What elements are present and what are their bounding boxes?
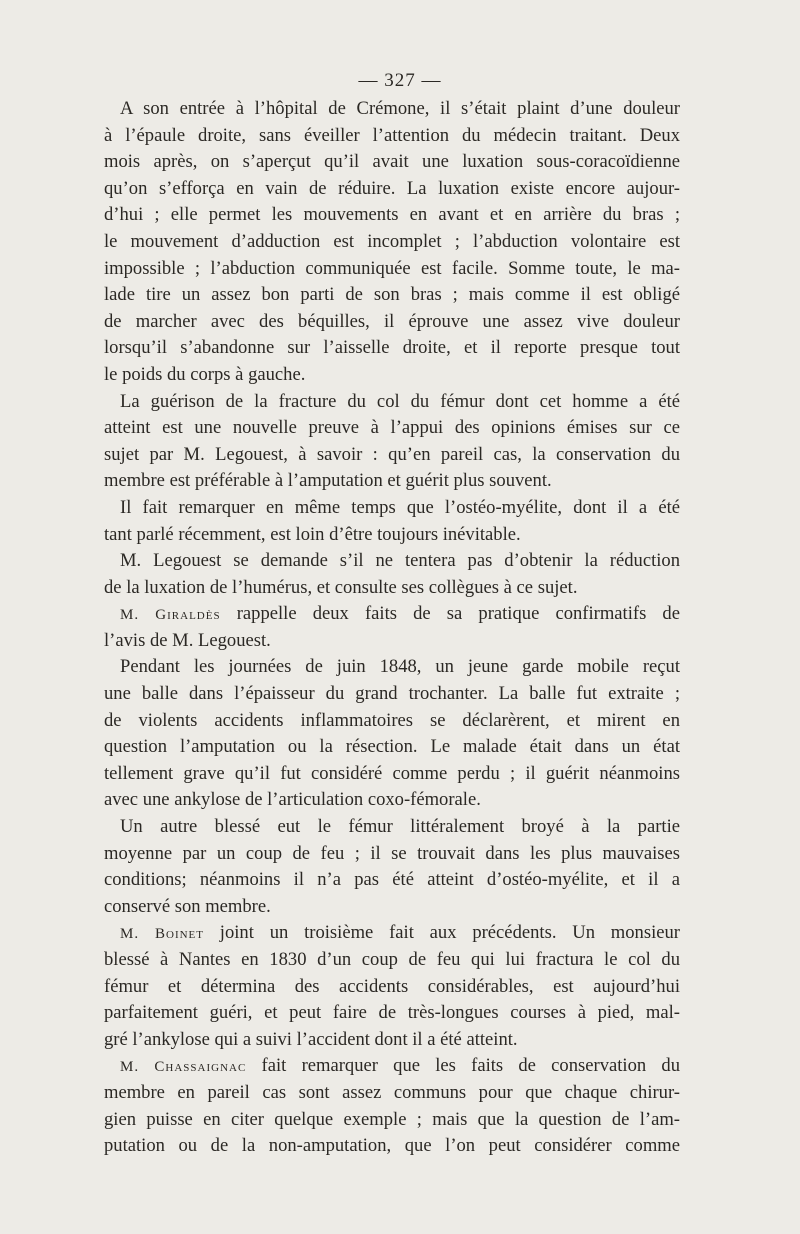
text-line: le poids du corps à gauche. — [104, 363, 306, 385]
text-line: Pendant les journées de juin 1848, un jeune garde mobile reçut — [120, 656, 680, 678]
text-line: le mouvement d’adduction est incomplet ; l’abduction volontaire est — [104, 230, 680, 252]
paragraph — [104, 814, 680, 920]
text-line — [104, 601, 680, 628]
body-text — [104, 96, 680, 1160]
text-line: moyenne par un coup de feu ; il se trouvait dans les plus mauvaises — [104, 842, 680, 864]
text-line: question l’amputation ou la résection. Le malade était dans un état — [104, 736, 680, 758]
paragraph — [104, 548, 680, 601]
text-line: conservé son membre. — [104, 895, 271, 917]
paragraph — [104, 1053, 680, 1159]
text-line: tant parlé récemment, est loin d’être toujours inévitable. — [104, 523, 521, 545]
text-line: conditions; néanmoins il n’a pas été atteint d’ostéo-myélite, et il a — [104, 869, 680, 891]
text-line: Un autre blessé eut le fémur littéralement broyé à la partie — [120, 816, 680, 838]
text-line: impossible ; l’abduction communiquée est facile. Somme toute, le ma- — [104, 257, 680, 279]
text-line — [104, 1053, 680, 1080]
text-line: blessé à Nantes en 1830 d’un coup de feu qui lui fractura le col du — [104, 949, 680, 970]
line-text: joint un troisième fait aux précédents. Un monsieur — [204, 922, 680, 944]
paragraph — [104, 389, 680, 495]
text-line: l’avis de M. Legouest. — [104, 629, 271, 651]
line-text: rappelle deux faits de sa pratique confirmatifs de — [220, 603, 680, 625]
text-line: lorsqu’il s’abandonne sur l’aisselle droite, et il reporte presque tout — [104, 337, 680, 359]
page-number: — 327 — — [358, 70, 442, 91]
text-line: La guérison de la fracture du col du fémur dont cet homme a été — [120, 390, 680, 412]
speaker-name: M. Boinet — [120, 926, 204, 943]
text-line: fémur et détermina des accidents considérables, est aujourd’hui — [104, 975, 680, 997]
text-line: lade tire un assez bon parti de son bras ; mais comme il est obligé — [104, 284, 680, 306]
speaker-name: M. Chassaignac — [120, 1059, 247, 1076]
speaker-name: M. Giraldès — [120, 607, 221, 624]
text-line: tellement grave qu’il fut considéré comme perdu ; il guérit néanmoins — [104, 762, 680, 784]
paragraph — [104, 495, 680, 548]
text-line: putation ou de la non-amputation, que l’on peut considérer comme — [104, 1135, 680, 1157]
text-line: sujet par M. Legouest, à savoir : qu’en pareil cas, la conservation du — [104, 443, 680, 465]
text-line: mois après, on s’aperçut qu’il avait une luxation sous-coracoïdienne — [104, 151, 680, 173]
text-line: d’hui ; elle permet les mouvements en avant et en arrière du bras ; — [104, 204, 680, 226]
text-line — [104, 920, 680, 947]
text-line: A son entrée à l’hôpital de Crémone, il s’était plaint d’une douleur — [120, 98, 680, 119]
paragraph — [104, 920, 680, 1053]
text-line: gré l’ankylose qui a suivi l’accident dont il a été atteint. — [104, 1028, 518, 1050]
text-line: une balle dans l’épaisseur du grand trochanter. La balle fut extraite ; — [104, 683, 680, 705]
line-text: fait remarquer que les faits de conservation du — [246, 1055, 680, 1077]
text-line: Il fait remarquer en même temps que l’ostéo-myélite, dont il a été — [120, 496, 680, 518]
text-line: membre en pareil cas sont assez communs pour que chaque chirur- — [104, 1081, 680, 1103]
text-line: gien puisse en citer quelque exemple ; mais que la question de l’am- — [104, 1108, 680, 1130]
text-line: qu’on s’efforça en vain de réduire. La luxation existe encore aujour- — [104, 177, 680, 199]
paragraph — [104, 654, 680, 814]
text-line: membre est préférable à l’amputation et guérit plus souvent. — [104, 470, 552, 492]
text-line: parfaitement guéri, et peut faire de très-longues courses à pied, mal- — [104, 1002, 680, 1024]
text-line: à l’épaule droite, sans éveiller l’attention du médecin traitant. Deux — [104, 124, 680, 146]
paragraph — [104, 96, 680, 389]
text-line: M. Legouest se demande s’il ne tentera pas d’obtenir la réduction — [120, 550, 680, 572]
text-line: avec une ankylose de l’articulation coxo-fémorale. — [104, 789, 481, 811]
text-line: de violents accidents inflammatoires se déclarèrent, et mirent en — [104, 709, 680, 731]
paragraph — [104, 601, 680, 654]
text-line: de marcher avec des béquilles, il éprouve une assez vive douleur — [104, 310, 680, 332]
text-line: de la luxation de l’humérus, et consulte ses collègues à ce sujet. — [104, 576, 578, 598]
text-line: atteint est une nouvelle preuve à l’appui des opinions émises sur ce — [104, 417, 680, 439]
